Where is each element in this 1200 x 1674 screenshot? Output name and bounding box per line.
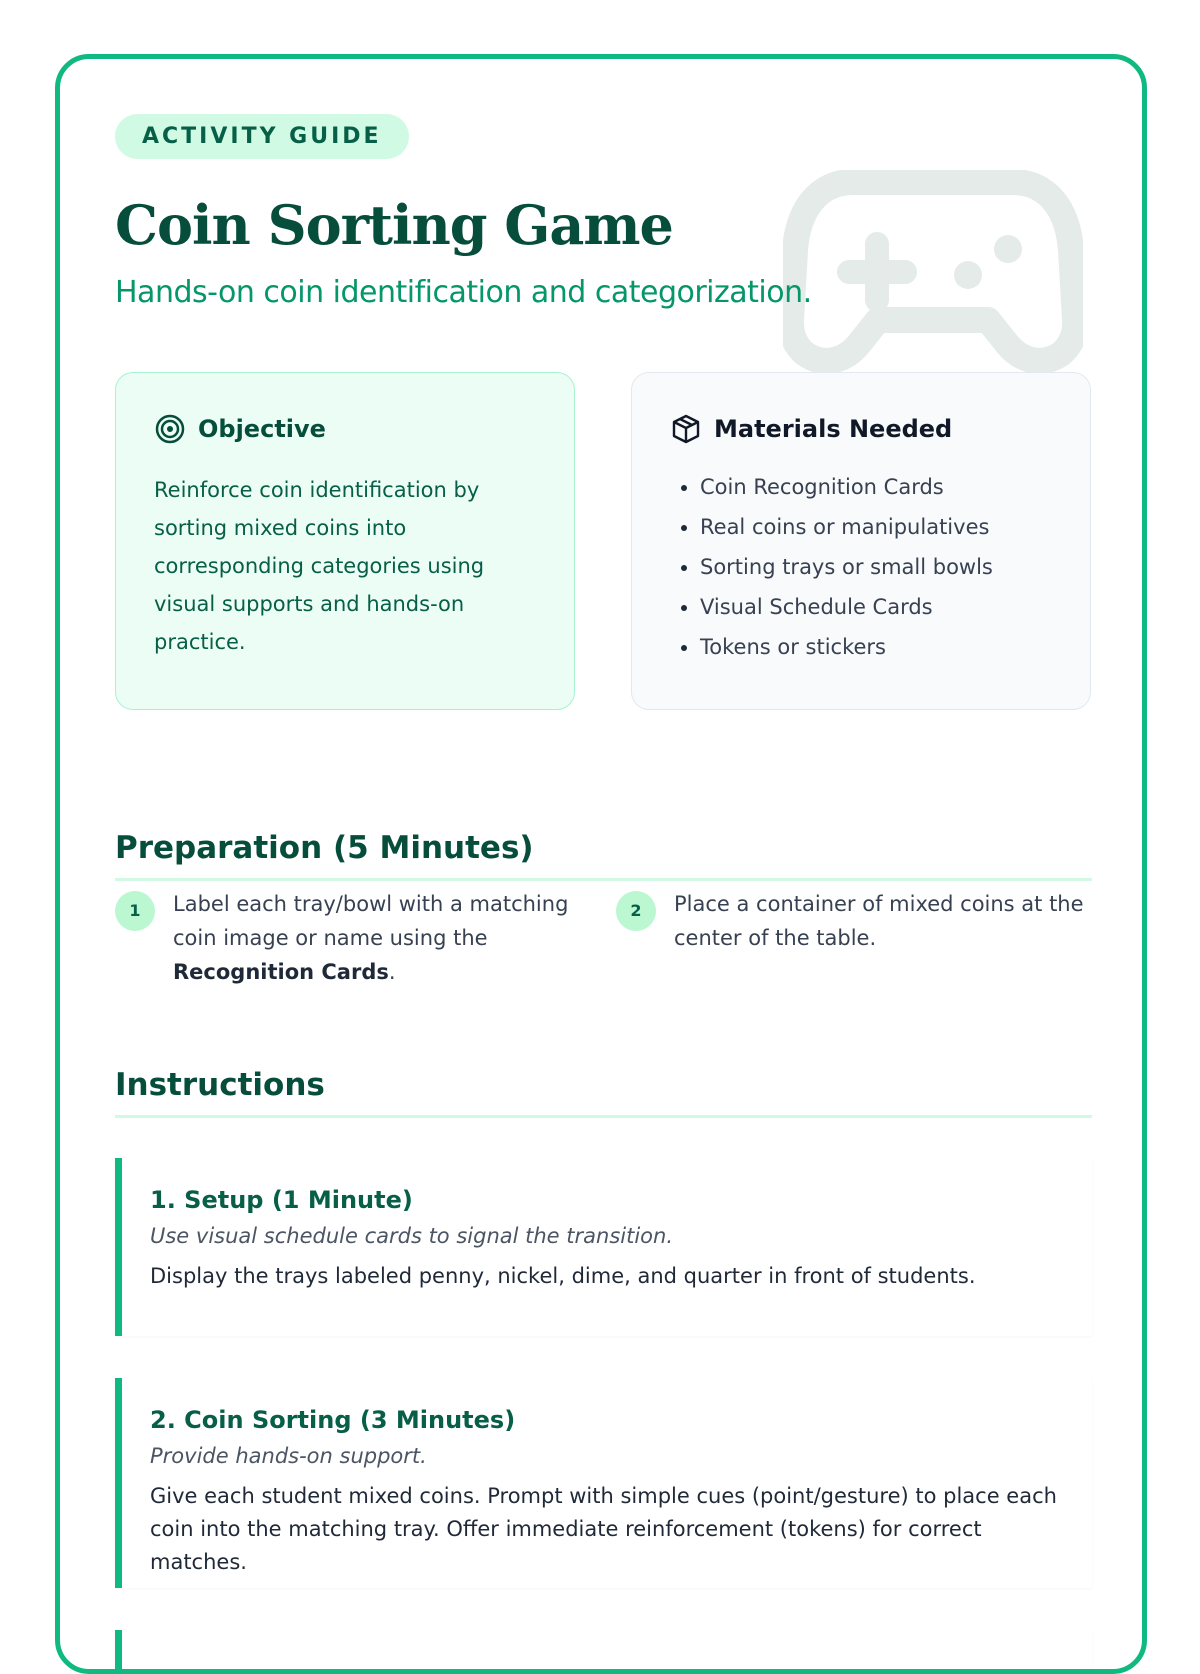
materials-item: • Sorting trays or small bowls: [700, 547, 1052, 587]
materials-box: [631, 372, 1091, 710]
step-text: Place a container of mixed coins at the center of the table.: [674, 892, 1084, 950]
target-icon: [154, 413, 186, 445]
materials-header: [670, 413, 1052, 445]
page-subtitle: Hands-on coin identification and categorization.: [115, 275, 812, 310]
instructions-heading: Instructions: [115, 1067, 1092, 1118]
materials-title: Materials Needed: [714, 415, 953, 443]
objective-title: Objective: [198, 415, 326, 443]
instruction-note: Provide hands-on support.: [150, 1444, 427, 1468]
instruction-note: Use visual schedule cards to signal the transition.: [150, 1224, 673, 1248]
objective-header: [154, 413, 536, 445]
instruction-heading: 1. Setup (1 Minute): [150, 1186, 413, 1214]
prep-step-2: [616, 887, 1092, 955]
instruction-description: Display the trays labeled penny, nickel, dime, and quarter in front of students.: [150, 1264, 976, 1288]
objective-text: Reinforce coin identification by sorting mixed coins into corresponding categories using visual supports and hands-on practice.: [154, 478, 485, 654]
objective-box: [115, 372, 575, 710]
step-number: 2: [616, 891, 656, 931]
prep-step-1: [115, 887, 575, 989]
preparation-heading: Preparation (5 Minutes): [115, 830, 1092, 881]
instruction-description: Give each student mixed coins. Prompt with simple cues (point/gesture) to place each coin into the matching tray. Offer immediate reinforcement (tokens) for correct matches.: [150, 1484, 1057, 1574]
materials-item: • Real coins or manipulatives: [700, 507, 1052, 547]
materials-list: [670, 467, 1052, 667]
step-number: 1: [115, 891, 155, 931]
materials-item: • Visual Schedule Cards: [700, 587, 1052, 627]
instruction-card-3: [115, 1630, 1092, 1674]
instruction-heading: 2. Coin Sorting (3 Minutes): [150, 1406, 516, 1434]
box-icon: [670, 413, 702, 445]
activity-card: [55, 54, 1147, 1674]
summary-boxes: [115, 372, 1092, 710]
materials-item: • Tokens or stickers: [700, 627, 1052, 667]
step-text: Label each tray/bowl with a matching coin image or name using the Recognition Cards.: [173, 892, 569, 984]
instruction-card-1: [115, 1158, 1092, 1336]
page-title: Coin Sorting Game: [115, 193, 673, 257]
materials-item: • Coin Recognition Cards: [700, 467, 1052, 507]
activity-guide-badge: ACTIVITY GUIDE: [115, 114, 409, 159]
instruction-card-2: [115, 1378, 1092, 1588]
